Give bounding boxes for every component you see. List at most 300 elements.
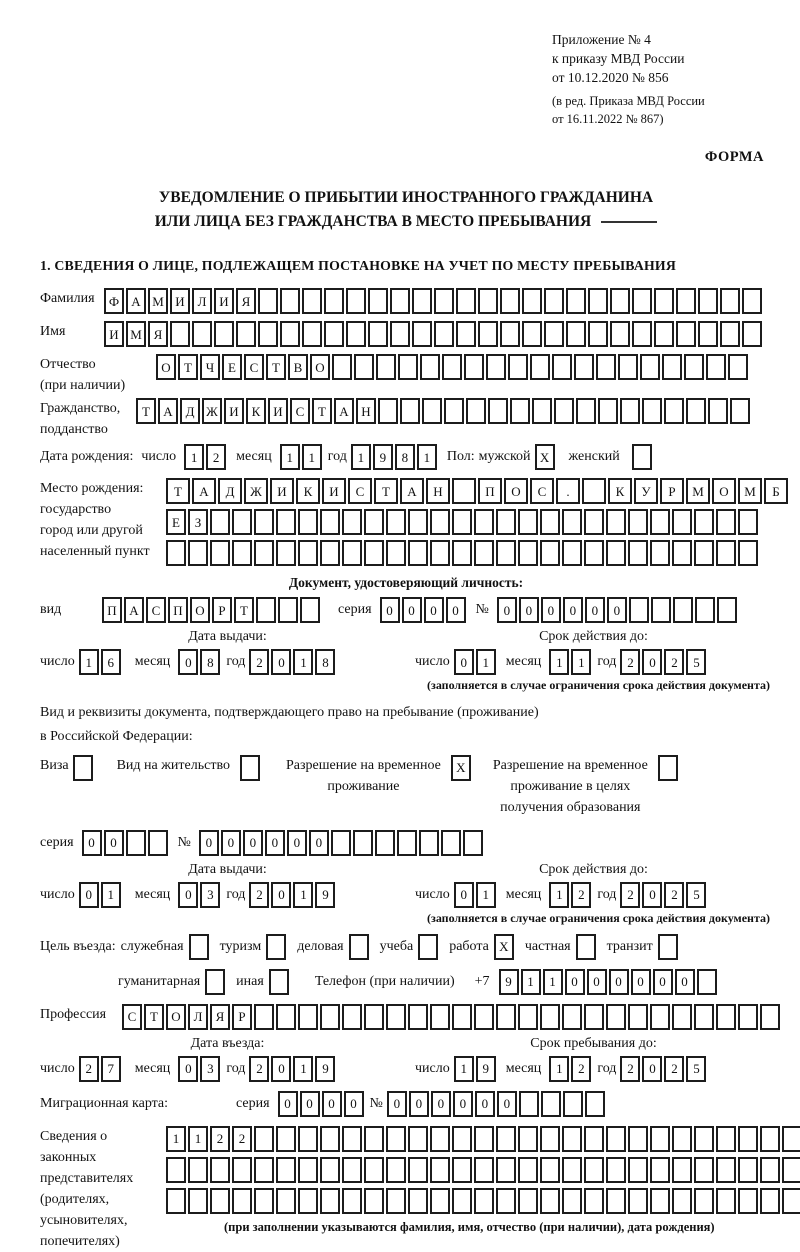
char-box[interactable] [540,1004,560,1030]
char-box[interactable]: И [224,398,244,424]
char-box[interactable] [562,1157,582,1183]
char-box[interactable]: О [504,478,528,504]
char-box[interactable] [298,1004,318,1030]
char-box[interactable] [302,321,322,347]
char-box[interactable]: 0 [344,1091,364,1117]
char-box[interactable] [210,509,230,535]
char-box[interactable] [478,288,498,314]
char-box[interactable] [478,321,498,347]
char-box[interactable]: 2 [571,882,591,908]
char-box[interactable] [210,540,230,566]
char-box[interactable]: 0 [271,1056,291,1082]
char-box[interactable] [452,1004,472,1030]
char-box[interactable]: 1 [476,882,496,908]
char-box[interactable] [629,597,649,623]
char-box[interactable]: 0 [309,830,329,856]
char-box[interactable] [628,1188,648,1214]
char-box[interactable] [386,1004,406,1030]
char-box[interactable] [695,597,715,623]
char-box[interactable] [738,540,758,566]
char-box[interactable] [584,1157,604,1183]
char-box[interactable] [650,509,670,535]
char-box[interactable] [606,1157,626,1183]
char-box[interactable]: М [686,478,710,504]
char-box[interactable]: Ч [200,354,220,380]
char-box[interactable]: 0 [178,649,198,675]
char-box[interactable]: О [166,1004,186,1030]
char-box[interactable] [232,509,252,535]
char-box[interactable] [430,1126,450,1152]
char-box[interactable] [400,398,420,424]
char-box[interactable]: 1 [188,1126,208,1152]
char-box[interactable]: Я [236,288,256,314]
char-box[interactable]: 0 [402,597,422,623]
char-box[interactable] [434,321,454,347]
char-box[interactable]: В [288,354,308,380]
char-box[interactable]: 0 [287,830,307,856]
char-box[interactable] [716,1188,736,1214]
char-box[interactable]: 0 [322,1091,342,1117]
char-box[interactable]: X [535,444,555,470]
char-box[interactable] [588,288,608,314]
char-box[interactable]: С [146,597,166,623]
char-box[interactable] [500,288,520,314]
char-box[interactable] [320,509,340,535]
char-box[interactable]: 0 [519,597,539,623]
char-box[interactable] [632,321,652,347]
char-box[interactable]: Т [178,354,198,380]
char-box[interactable] [170,321,190,347]
char-box[interactable] [540,1188,560,1214]
char-box[interactable] [650,1004,670,1030]
char-box[interactable]: П [102,597,122,623]
char-box[interactable]: Ж [244,478,268,504]
char-box[interactable] [544,288,564,314]
char-box[interactable] [510,398,530,424]
char-box[interactable]: 1 [549,1056,569,1082]
char-box[interactable]: 2 [664,1056,684,1082]
char-box[interactable] [628,540,648,566]
char-box[interactable] [346,288,366,314]
char-box[interactable] [582,478,606,504]
char-box[interactable] [452,478,476,504]
char-box[interactable] [694,1188,714,1214]
char-box[interactable] [298,540,318,566]
char-box[interactable]: 1 [280,444,300,470]
char-box[interactable] [618,354,638,380]
char-box[interactable] [320,1004,340,1030]
char-box[interactable] [276,1004,296,1030]
char-box[interactable] [606,540,626,566]
char-box[interactable] [610,288,630,314]
char-box[interactable] [716,1004,736,1030]
char-box[interactable] [280,288,300,314]
char-box[interactable]: И [104,321,124,347]
char-box[interactable] [632,288,652,314]
char-box[interactable]: Н [426,478,450,504]
char-box[interactable] [430,1004,450,1030]
char-box[interactable] [672,1188,692,1214]
char-box[interactable]: Д [180,398,200,424]
char-box[interactable] [717,597,737,623]
char-box[interactable]: 0 [607,597,627,623]
char-box[interactable]: X [451,755,471,781]
char-box[interactable] [386,509,406,535]
char-box[interactable] [544,321,564,347]
char-box[interactable] [628,509,648,535]
char-box[interactable]: 0 [79,882,99,908]
char-box[interactable] [673,597,693,623]
char-box[interactable]: 0 [454,882,474,908]
char-box[interactable] [720,321,740,347]
char-box[interactable] [420,354,440,380]
char-box[interactable]: 5 [686,649,706,675]
char-box[interactable]: 2 [664,882,684,908]
char-box[interactable]: 0 [271,882,291,908]
char-box[interactable] [694,540,714,566]
char-box[interactable] [694,1004,714,1030]
char-box[interactable]: 0 [424,597,444,623]
char-box[interactable]: Р [660,478,684,504]
char-box[interactable]: А [192,478,216,504]
char-box[interactable] [628,1004,648,1030]
char-box[interactable]: 8 [395,444,415,470]
char-box[interactable] [632,444,652,470]
char-box[interactable]: 6 [101,649,121,675]
char-box[interactable]: Т [144,1004,164,1030]
char-box[interactable]: 0 [278,1091,298,1117]
char-box[interactable]: 1 [549,882,569,908]
char-box[interactable] [364,509,384,535]
char-box[interactable] [298,1157,318,1183]
char-box[interactable]: 0 [642,1056,662,1082]
char-box[interactable]: Л [188,1004,208,1030]
char-box[interactable] [188,1188,208,1214]
char-box[interactable] [541,1091,561,1117]
char-box[interactable] [256,597,276,623]
char-box[interactable] [342,509,362,535]
char-box[interactable] [276,1188,296,1214]
char-box[interactable]: Р [212,597,232,623]
char-box[interactable] [466,398,486,424]
char-box[interactable] [398,354,418,380]
char-box[interactable] [508,354,528,380]
char-box[interactable]: А [334,398,354,424]
char-box[interactable] [672,1004,692,1030]
char-box[interactable] [518,1188,538,1214]
char-box[interactable] [540,509,560,535]
char-box[interactable] [706,354,726,380]
char-box[interactable]: А [124,597,144,623]
char-box[interactable] [650,1157,670,1183]
char-box[interactable]: 1 [101,882,121,908]
char-box[interactable] [540,540,560,566]
char-box[interactable] [324,288,344,314]
char-box[interactable]: 0 [243,830,263,856]
char-box[interactable]: Д [218,478,242,504]
char-box[interactable] [320,1126,340,1152]
char-box[interactable] [390,321,410,347]
char-box[interactable] [214,321,234,347]
char-box[interactable] [368,321,388,347]
char-box[interactable] [188,540,208,566]
char-box[interactable] [474,1157,494,1183]
char-box[interactable] [232,1188,252,1214]
char-box[interactable]: Л [192,288,212,314]
char-box[interactable] [254,1157,274,1183]
char-box[interactable]: 1 [302,444,322,470]
char-box[interactable] [562,1126,582,1152]
char-box[interactable] [320,540,340,566]
char-box[interactable] [408,540,428,566]
char-box[interactable] [584,1188,604,1214]
char-box[interactable] [442,354,462,380]
char-box[interactable] [126,830,146,856]
char-box[interactable] [760,1188,780,1214]
char-box[interactable] [496,1126,516,1152]
char-box[interactable] [672,540,692,566]
char-box[interactable]: 0 [653,969,673,995]
char-box[interactable]: 0 [587,969,607,995]
char-box[interactable]: 0 [300,1091,320,1117]
char-box[interactable] [606,1126,626,1152]
char-box[interactable] [519,1091,539,1117]
char-box[interactable]: 9 [373,444,393,470]
char-box[interactable] [419,830,439,856]
char-box[interactable]: 0 [565,969,585,995]
char-box[interactable] [331,830,351,856]
char-box[interactable]: 0 [446,597,466,623]
char-box[interactable] [452,1126,472,1152]
char-box[interactable]: А [126,288,146,314]
char-box[interactable]: 1 [184,444,204,470]
char-box[interactable] [254,1126,274,1152]
char-box[interactable] [684,354,704,380]
char-box[interactable] [596,354,616,380]
char-box[interactable] [434,288,454,314]
char-box[interactable]: О [190,597,210,623]
char-box[interactable] [232,1157,252,1183]
char-box[interactable] [210,1188,230,1214]
char-box[interactable] [166,1157,186,1183]
char-box[interactable] [408,509,428,535]
char-box[interactable] [422,398,442,424]
char-box[interactable]: А [400,478,424,504]
char-box[interactable] [694,1126,714,1152]
char-box[interactable] [368,288,388,314]
char-box[interactable] [697,969,717,995]
char-box[interactable]: Н [356,398,376,424]
char-box[interactable]: 2 [206,444,226,470]
char-box[interactable] [598,398,618,424]
char-box[interactable] [474,1188,494,1214]
char-box[interactable] [269,969,289,995]
char-box[interactable] [716,1157,736,1183]
char-box[interactable]: 0 [454,649,474,675]
char-box[interactable] [562,1188,582,1214]
char-box[interactable] [588,321,608,347]
char-box[interactable]: Ж [202,398,222,424]
char-box[interactable]: О [712,478,736,504]
char-box[interactable] [782,1126,800,1152]
char-box[interactable] [430,1157,450,1183]
char-box[interactable]: 0 [541,597,561,623]
char-box[interactable] [386,1126,406,1152]
char-box[interactable] [518,1157,538,1183]
char-box[interactable]: 1 [549,649,569,675]
char-box[interactable]: 0 [497,597,517,623]
char-box[interactable]: 0 [178,1056,198,1082]
char-box[interactable] [620,398,640,424]
char-box[interactable]: 1 [166,1126,186,1152]
char-box[interactable] [397,830,417,856]
char-box[interactable] [651,597,671,623]
char-box[interactable]: Р [232,1004,252,1030]
char-box[interactable]: З [188,509,208,535]
char-box[interactable]: С [122,1004,142,1030]
char-box[interactable] [716,509,736,535]
char-box[interactable] [408,1126,428,1152]
char-box[interactable]: 1 [293,649,313,675]
char-box[interactable] [584,509,604,535]
char-box[interactable]: К [608,478,632,504]
char-box[interactable] [342,1004,362,1030]
char-box[interactable]: 1 [521,969,541,995]
char-box[interactable] [518,509,538,535]
char-box[interactable]: П [478,478,502,504]
char-box[interactable] [276,1157,296,1183]
char-box[interactable] [324,321,344,347]
char-box[interactable] [276,540,296,566]
char-box[interactable]: Я [210,1004,230,1030]
char-box[interactable]: О [310,354,330,380]
char-box[interactable] [584,540,604,566]
char-box[interactable] [742,321,762,347]
char-box[interactable] [694,1157,714,1183]
char-box[interactable] [522,321,542,347]
char-box[interactable] [148,830,168,856]
char-box[interactable] [742,288,762,314]
char-box[interactable] [73,755,93,781]
char-box[interactable] [716,540,736,566]
char-box[interactable] [676,288,696,314]
char-box[interactable] [342,1126,362,1152]
char-box[interactable] [386,1157,406,1183]
char-box[interactable] [540,1126,560,1152]
char-box[interactable]: И [268,398,288,424]
char-box[interactable] [474,509,494,535]
char-box[interactable] [278,597,298,623]
char-box[interactable] [730,398,750,424]
char-box[interactable] [452,509,472,535]
char-box[interactable] [418,934,438,960]
char-box[interactable]: Ф [104,288,124,314]
char-box[interactable] [353,830,373,856]
char-box[interactable] [302,288,322,314]
char-box[interactable]: 2 [620,1056,640,1082]
char-box[interactable] [566,288,586,314]
char-box[interactable]: 2 [620,882,640,908]
char-box[interactable] [386,1188,406,1214]
char-box[interactable]: 2 [79,1056,99,1082]
char-box[interactable] [342,540,362,566]
char-box[interactable] [364,540,384,566]
char-box[interactable] [332,354,352,380]
char-box[interactable] [364,1157,384,1183]
char-box[interactable] [486,354,506,380]
char-box[interactable] [188,1157,208,1183]
char-box[interactable] [782,1157,800,1183]
char-box[interactable]: 2 [232,1126,252,1152]
char-box[interactable] [650,1188,670,1214]
char-box[interactable]: 1 [571,649,591,675]
char-box[interactable] [430,1188,450,1214]
char-box[interactable] [488,398,508,424]
char-box[interactable] [584,1004,604,1030]
char-box[interactable]: . [556,478,580,504]
char-box[interactable]: 0 [642,882,662,908]
char-box[interactable] [532,398,552,424]
char-box[interactable] [192,321,212,347]
char-box[interactable] [654,288,674,314]
char-box[interactable]: 3 [200,1056,220,1082]
char-box[interactable] [760,1157,780,1183]
char-box[interactable] [474,540,494,566]
char-box[interactable] [720,288,740,314]
char-box[interactable]: 2 [210,1126,230,1152]
char-box[interactable] [698,321,718,347]
char-box[interactable] [463,830,483,856]
char-box[interactable]: 0 [431,1091,451,1117]
char-box[interactable] [628,1157,648,1183]
char-box[interactable]: 0 [380,597,400,623]
char-box[interactable]: 0 [409,1091,429,1117]
char-box[interactable] [254,1004,274,1030]
char-box[interactable]: 1 [293,882,313,908]
char-box[interactable]: С [244,354,264,380]
char-box[interactable] [349,934,369,960]
char-box[interactable]: 0 [563,597,583,623]
char-box[interactable] [280,321,300,347]
char-box[interactable]: Е [166,509,186,535]
char-box[interactable]: Т [374,478,398,504]
char-box[interactable] [728,354,748,380]
char-box[interactable]: 5 [686,882,706,908]
char-box[interactable]: 0 [475,1091,495,1117]
char-box[interactable]: 2 [620,649,640,675]
char-box[interactable] [364,1004,384,1030]
char-box[interactable] [189,934,209,960]
char-box[interactable] [650,1126,670,1152]
char-box[interactable] [300,597,320,623]
char-box[interactable] [254,509,274,535]
char-box[interactable] [441,830,461,856]
char-box[interactable] [642,398,662,424]
char-box[interactable]: Б [764,478,788,504]
char-box[interactable] [474,1126,494,1152]
char-box[interactable]: П [168,597,188,623]
char-box[interactable] [386,540,406,566]
char-box[interactable] [540,1157,560,1183]
char-box[interactable] [254,1188,274,1214]
char-box[interactable]: М [126,321,146,347]
char-box[interactable] [664,398,684,424]
char-box[interactable]: К [296,478,320,504]
char-box[interactable] [676,321,696,347]
char-box[interactable] [430,509,450,535]
char-box[interactable] [522,288,542,314]
char-box[interactable]: Т [266,354,286,380]
